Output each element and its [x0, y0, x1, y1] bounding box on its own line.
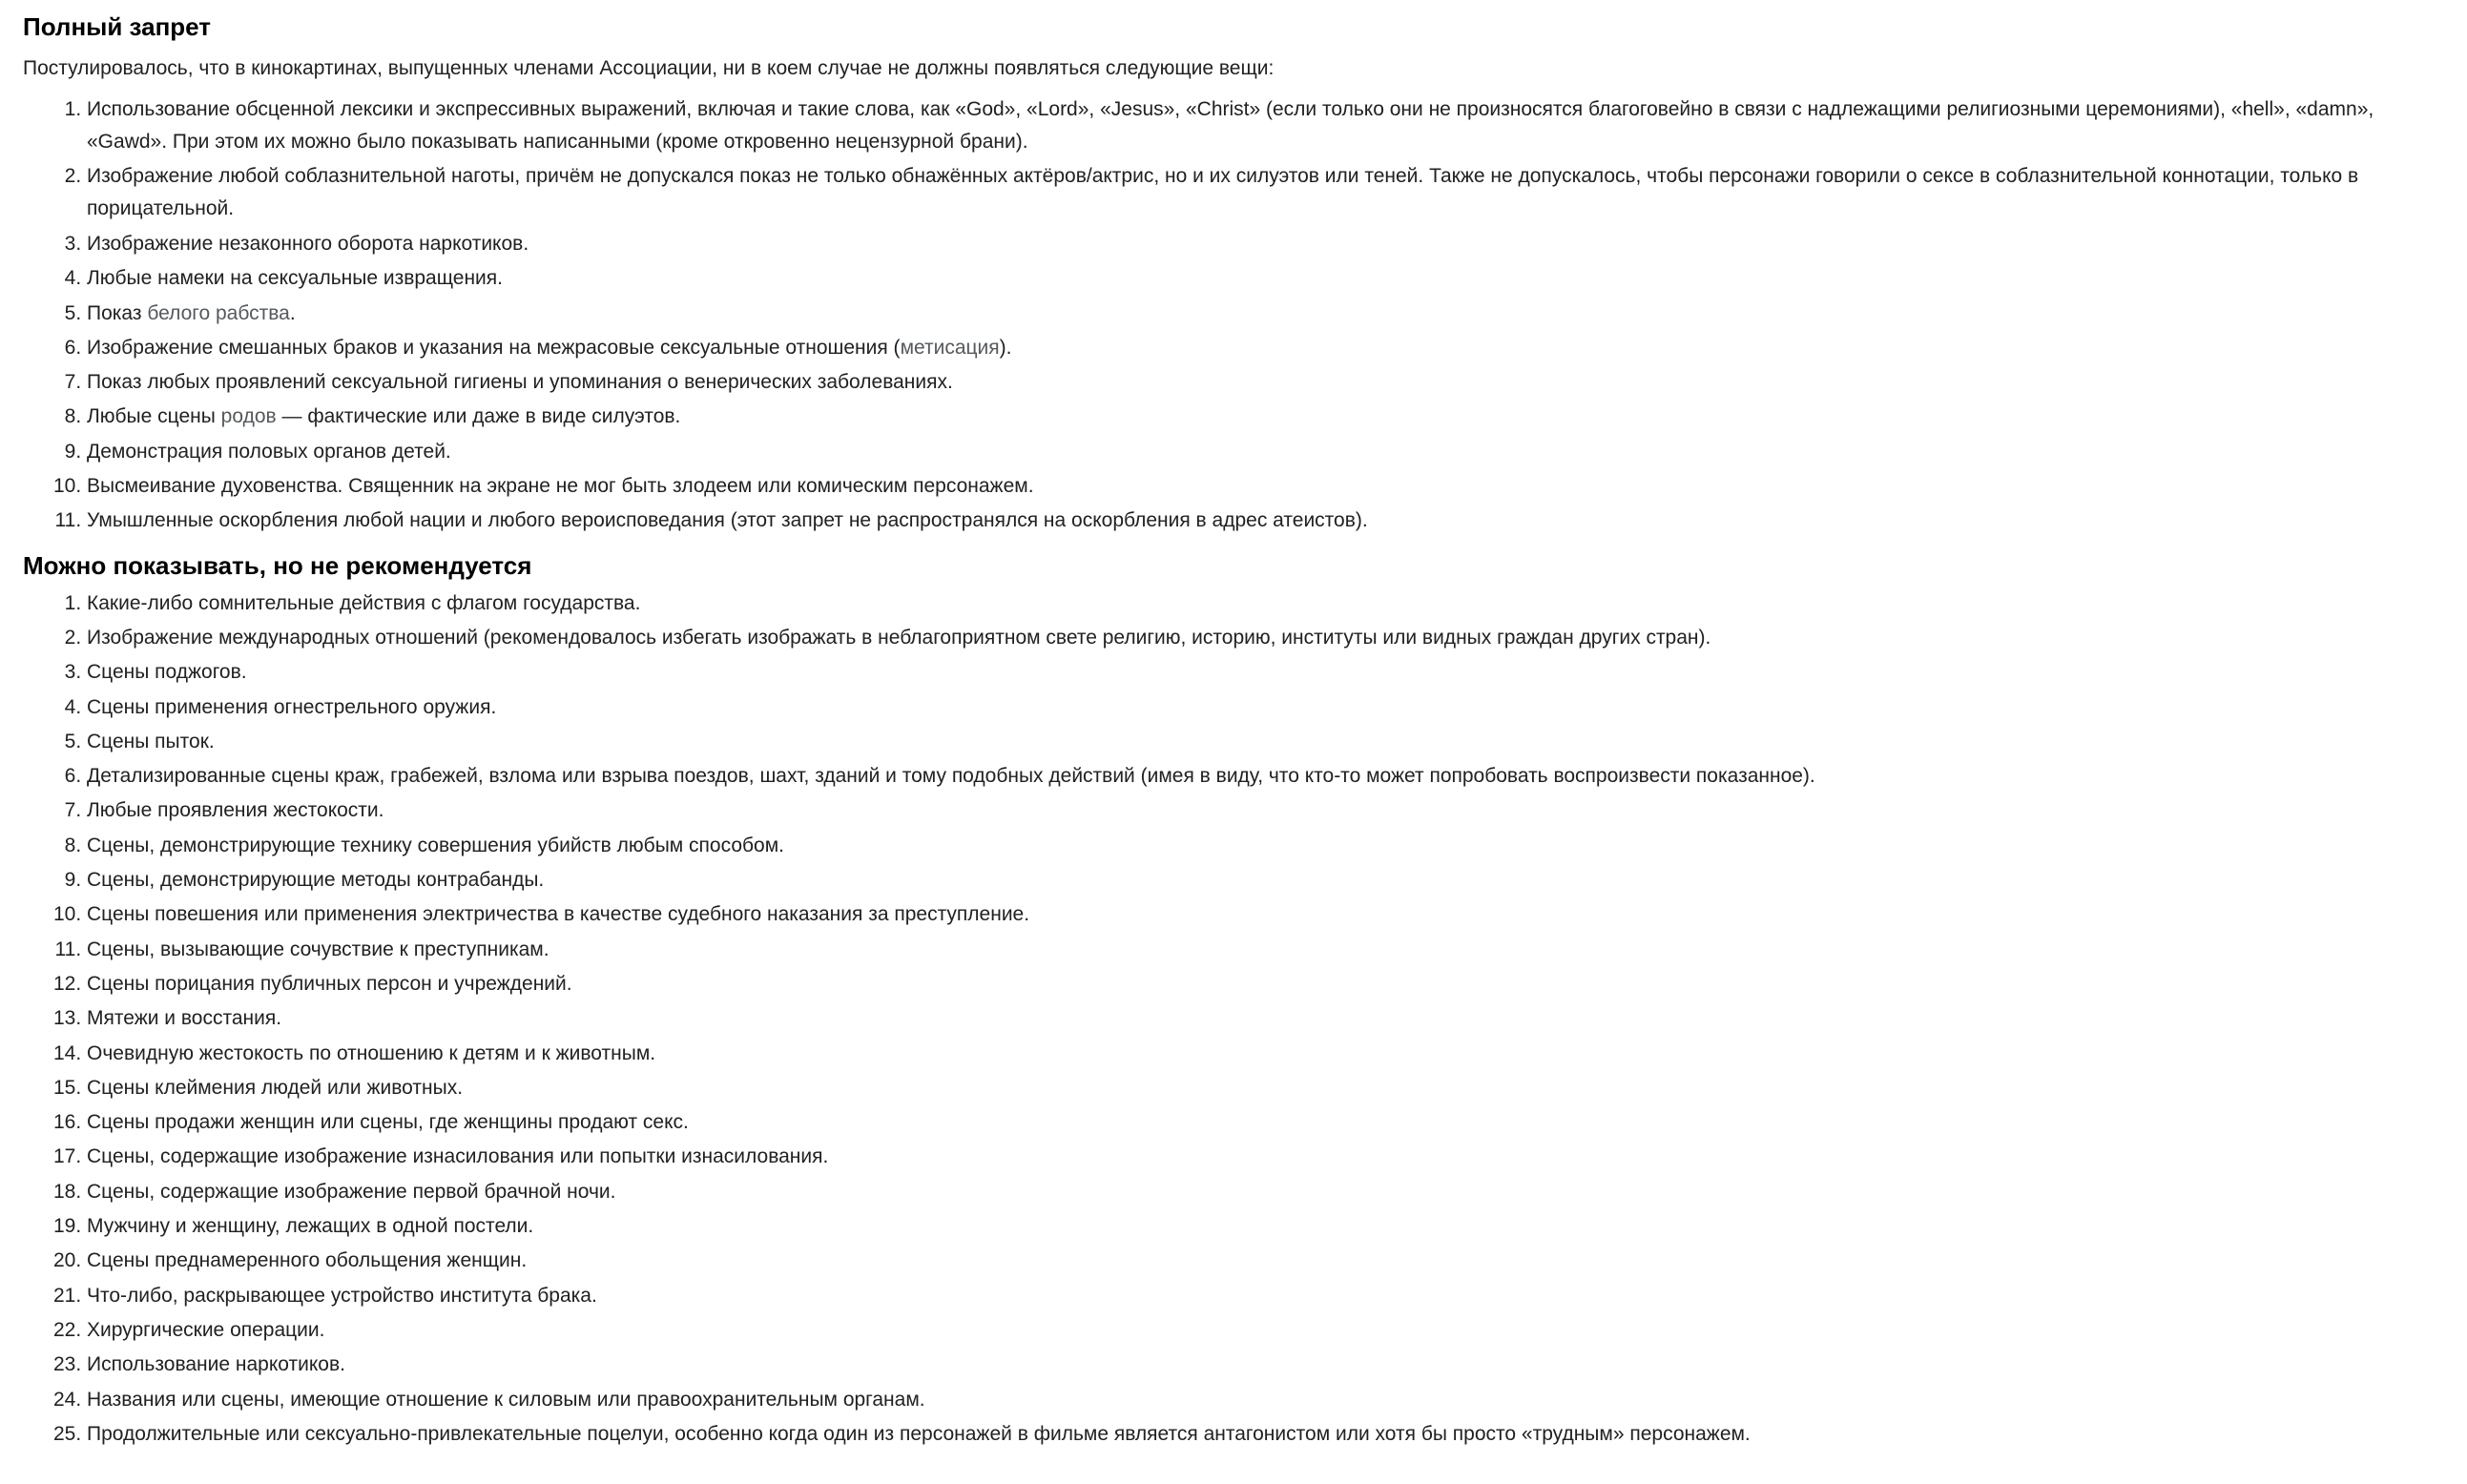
list-item: 7. Показ любых проявлений сексуальной гигиены и упоминания о венерических заболеваниях. [87, 365, 2444, 400]
list-item: 13. Мятежи и восстания. [87, 1001, 2444, 1036]
list-item: 23. Использование наркотиков. [87, 1348, 2444, 1382]
list-item: 11. Сцены, вызывающие сочувствие к преступникам. [87, 933, 2444, 967]
miscegenation-link[interactable]: метисация [900, 336, 1000, 359]
list-item: 9. Сцены, демонстрирующие методы контрабанды. [87, 863, 2444, 897]
list-item: 4. Сцены применения огнестрельного оружия. [87, 690, 2444, 725]
list-item: 16. Сцены продажи женщин или сцены, где женщины продают секс. [87, 1105, 2444, 1140]
list-item: 11. Умышленные оскорбления любой нации и любого вероисповедания (этот запрет не распространялся на оскорбления в адрес атеистов). [87, 504, 2444, 538]
list-item [87, 331, 2444, 365]
list-item: 5. Сцены пыток. [87, 725, 2444, 759]
section-heading-full-ban: Полный запрет [23, 12, 212, 41]
not-recommended-list [23, 587, 2444, 1452]
item-text: Изображение смешанных браков и указания на межрасовые сексуальные отношения ( [87, 336, 901, 359]
list-item: 21. Что-либо, раскрывающее устройство института брака. [87, 1279, 2444, 1313]
list-item: 8. Сцены, демонстрирующие технику совершения убийств любым способом. [87, 829, 2444, 863]
list-item [87, 400, 2444, 434]
full-ban-list [23, 93, 2444, 539]
list-item: 1. Использование обсценной лексики и экспрессивных выражений, включая и такие слова, как «God», «Lord», «Jesus», «Christ» (если только они не произносятся благоговейно в связи с надлежащими религиозными церемониями), «hell», «damn», «Gawd». При этом их можно было показывать написанными (кроме откровенно нецензурной брани). [87, 93, 2444, 160]
list-item: 3. Сцены поджогов. [87, 655, 2444, 690]
list-item: 1. Какие-либо сомнительные действия с флагом государства. [87, 587, 2444, 621]
list-item: 6. Детализированные сцены краж, грабежей, взлома или взрыва поездов, шахт, зданий и тому подобных действий (имея в виду, что кто-то может попробовать воспроизвести показанное). [87, 759, 2444, 794]
list-item: 14. Очевидную жестокость по отношению к детям и к животным. [87, 1037, 2444, 1071]
list-item: 19. Мужчину и женщину, лежащих в одной постели. [87, 1209, 2444, 1244]
childbirth-link[interactable]: родов [220, 405, 277, 428]
section-heading-not-recommended: Можно показывать, но не рекомендуется [23, 550, 532, 580]
list-item [87, 297, 2444, 331]
white-slavery-link[interactable]: белого рабства [147, 301, 290, 324]
list-item: 4. Любые намеки на сексуальные извращения. [87, 261, 2444, 296]
list-item: 2. Изображение любой соблазнительной наготы, причём не допускался показ не только обнажённых актёров/актрис, но и их силуэтов или теней. Также не допускалось, чтобы персонажи говорили о сексе в соблазнительной коннотации, только в порицательной. [87, 160, 2444, 227]
list-item: 7. Любые проявления жестокости. [87, 794, 2444, 828]
item-text: Показ [87, 301, 148, 324]
list-item: 18. Сцены, содержащие изображение первой брачной ночи. [87, 1175, 2444, 1209]
section-intro: Постулировалось, что в кинокартинах, выпущенных членами Ассоциации, ни в коем случае не должны появляться следующие вещи: [23, 57, 1275, 79]
item-text: ). [999, 336, 1012, 359]
list-item: 3. Изображение незаконного оборота наркотиков. [87, 227, 2444, 261]
list-item: 10. Высмеивание духовенства. Священник на экране не мог быть злодеем или комическим персонажем. [87, 469, 2444, 504]
list-item: 2. Изображение международных отношений (рекомендовалось избегать изображать в неблагоприятном свете религию, историю, институты или видных граждан других стран). [87, 621, 2444, 655]
list-item: 15. Сцены клеймения людей или животных. [87, 1071, 2444, 1105]
list-item: 22. Хирургические операции. [87, 1313, 2444, 1348]
list-item: 25. Продолжительные или сексуально-привлекательные поцелуи, особенно когда один из персонажей в фильме является антагонистом или хотя бы просто «трудным» персонажем. [87, 1417, 2444, 1452]
item-text: — фактические или даже в виде силуэтов. [276, 405, 681, 428]
list-item: 24. Названия или сцены, имеющие отношение к силовым или правоохранительным органам. [87, 1383, 2444, 1417]
list-item: 17. Сцены, содержащие изображение изнасилования или попытки изнасилования. [87, 1140, 2444, 1174]
list-item: 9. Демонстрация половых органов детей. [87, 435, 2444, 469]
list-item: 12. Сцены порицания публичных персон и учреждений. [87, 967, 2444, 1001]
item-text: Любые сцены [87, 405, 221, 428]
item-text: . [289, 301, 296, 324]
list-item: 10. Сцены повешения или применения электричества в качестве судебного наказания за преступление. [87, 897, 2444, 932]
list-item: 20. Сцены преднамеренного обольщения женщин. [87, 1244, 2444, 1278]
